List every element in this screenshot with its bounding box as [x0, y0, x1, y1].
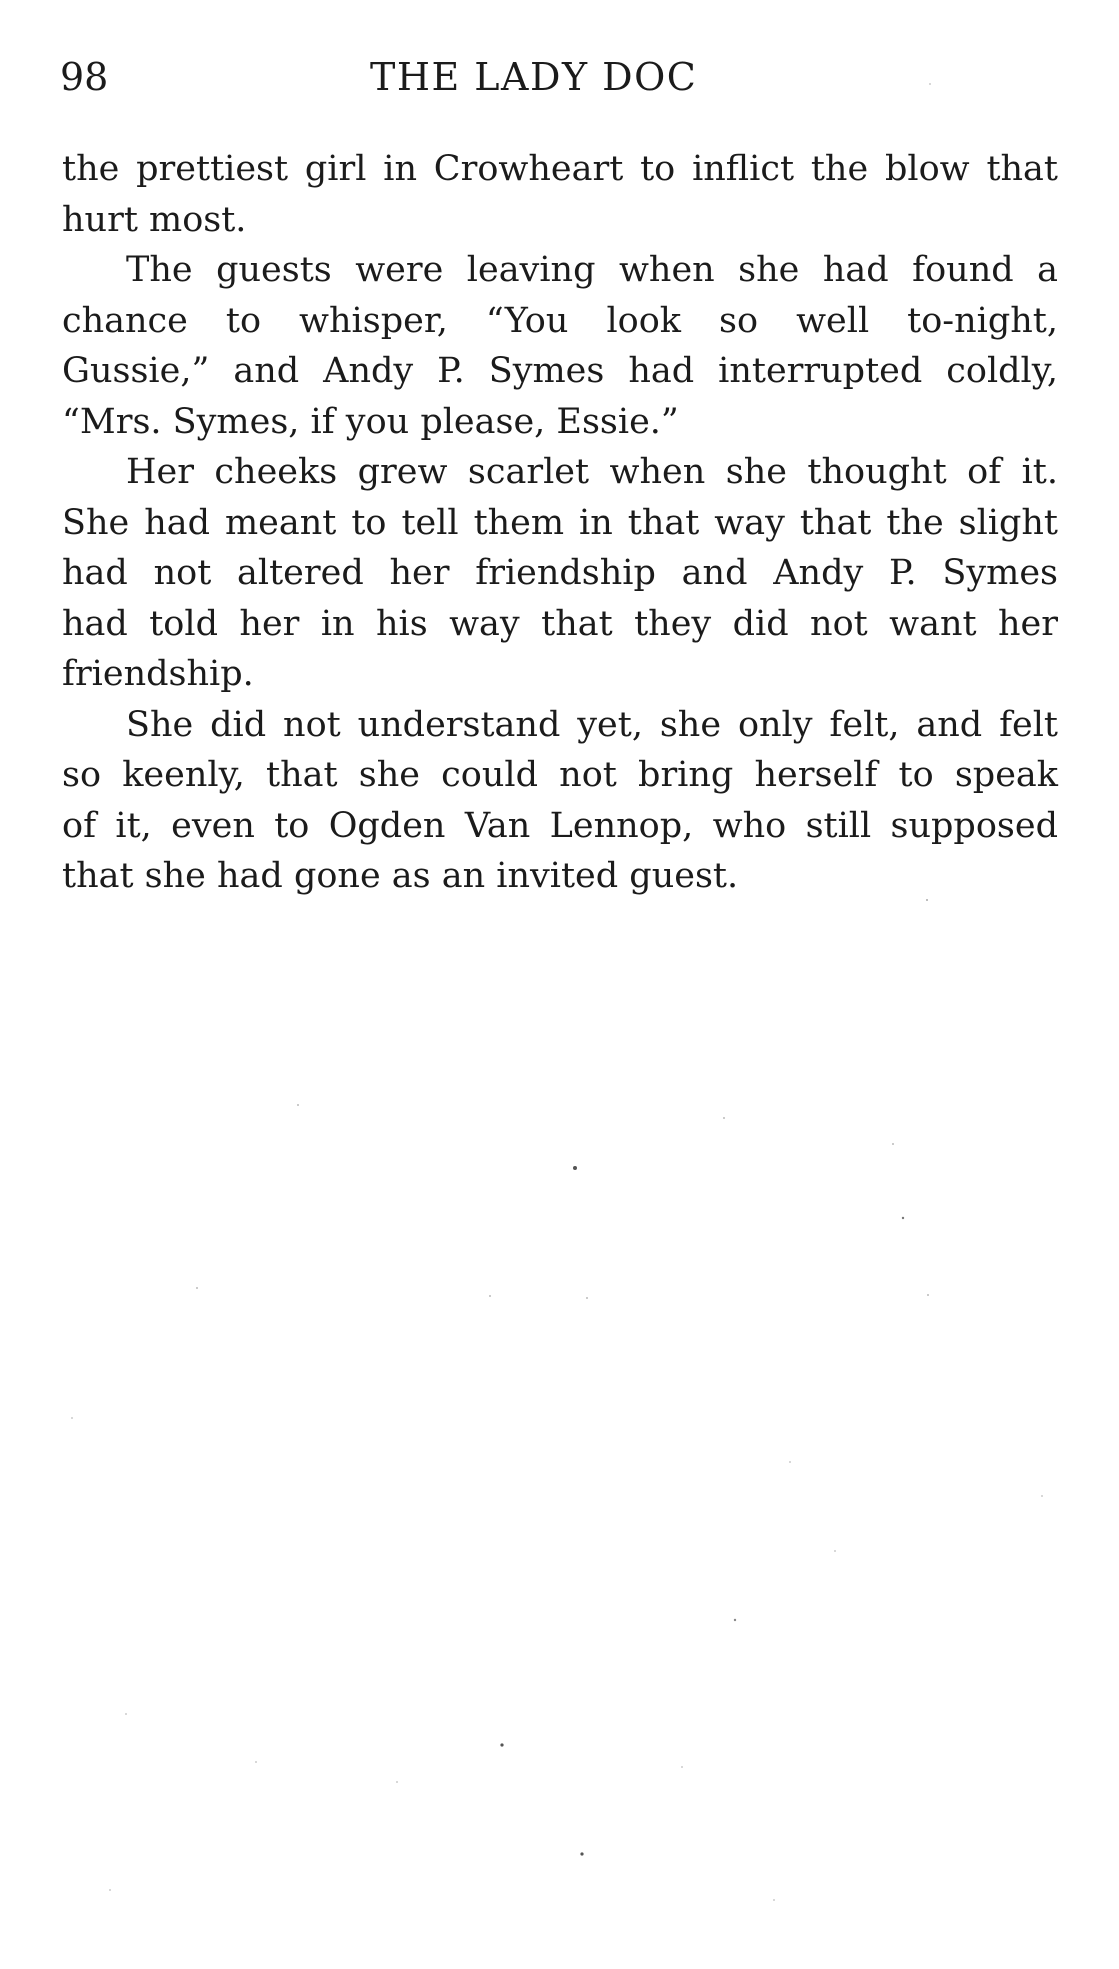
text-line: of it, even to Ogden Van Lennop, who still supposed [62, 805, 1058, 846]
text-line: Her cheeks grew scarlet when she thought of it. [126, 452, 1058, 492]
text-line: friendship. [62, 654, 254, 694]
text-line: chance to whisper, “You look so well to-night, [62, 300, 1058, 341]
text-line: She did not understand yet, she only felt, and felt [126, 704, 1058, 745]
text-line: She had meant to tell them in that way that the slight [62, 502, 1058, 543]
running-head: THE LADY DOC [370, 55, 698, 99]
text-line: had told her in his way that they did not want her [62, 603, 1058, 644]
text-line: “Mrs. Symes, if you please, Essie.” [62, 401, 679, 442]
page-number: 98 [60, 55, 109, 99]
text-line: that she had gone as an invited guest. [62, 856, 739, 896]
text-line: hurt most. [62, 199, 247, 240]
text-line: the prettiest girl in Crowheart to inflict the blow that [62, 149, 1058, 189]
text-line: Gussie,” and Andy P. Symes had interrupted coldly, [62, 351, 1058, 391]
text-line: so keenly, that she could not bring herself to speak [62, 755, 1058, 795]
text-line: The guests were leaving when she had found a [126, 250, 1058, 290]
text-line: had not altered her friendship and Andy P. Symes [62, 553, 1058, 593]
